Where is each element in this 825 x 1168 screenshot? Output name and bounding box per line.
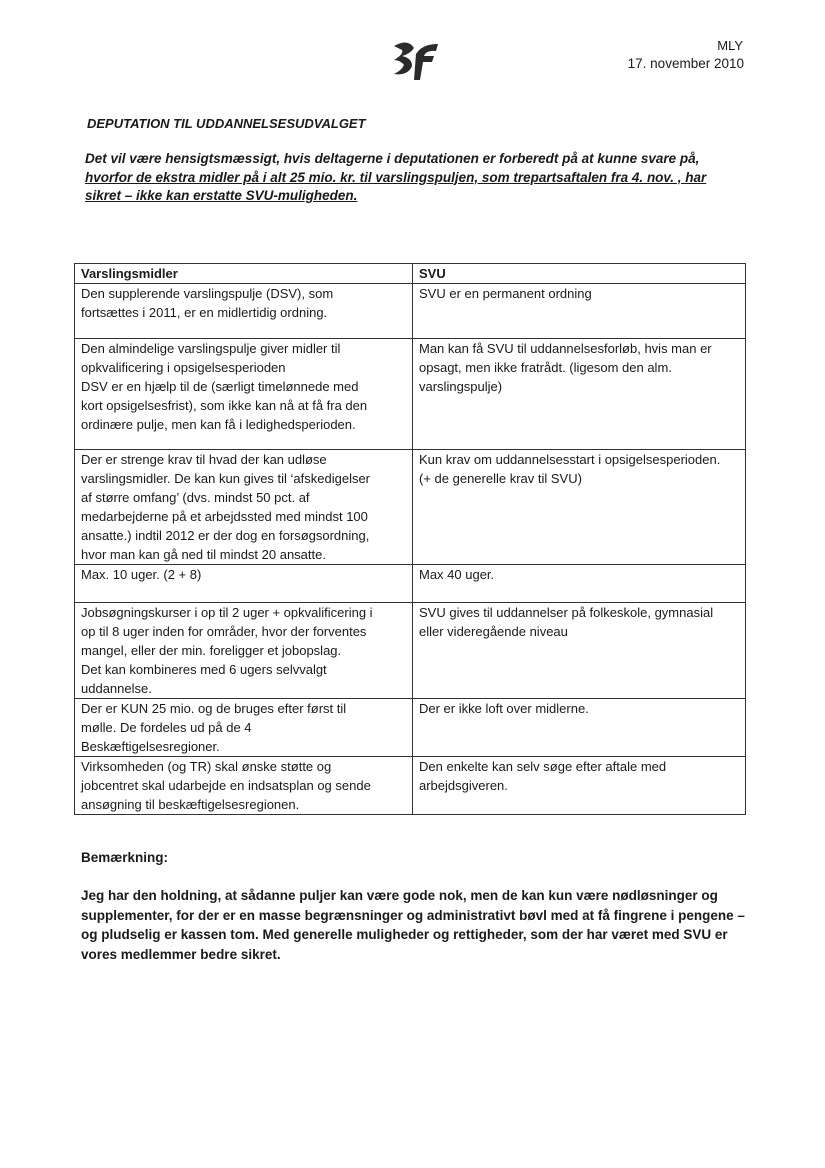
cell-line: ansøgning til beskæftigelsesregionen. bbox=[81, 797, 300, 812]
cell-line: Kun krav om uddannelsesstart i opsigelsesperioden. bbox=[419, 452, 721, 467]
cell-line: Der er strenge krav til hvad der kan udløse bbox=[81, 452, 327, 467]
table-row bbox=[75, 699, 746, 757]
cell-line: Max 40 uger. bbox=[419, 567, 495, 582]
cell-line: Den supplerende varslingspulje (DSV), som bbox=[81, 286, 334, 301]
cell-line: SVU er en permanent ordning bbox=[419, 286, 592, 301]
table-row bbox=[75, 757, 746, 815]
cell-svu bbox=[413, 339, 746, 450]
cell-line: Der er KUN 25 mio. og de bruges efter først til bbox=[81, 701, 347, 716]
remark-line: supplementer, for der er en masse begrænsninger og administrativt bøvl med at få fingrene i pengene – bbox=[81, 907, 745, 923]
remark-line: og pludselig er kassen tom. Med generelle muligheder og rettigheder, som der har været med SVU er bbox=[81, 927, 728, 942]
cell-svu bbox=[413, 284, 746, 339]
cell-line: mangel, eller der min. foreligger et jobopslag. bbox=[81, 643, 342, 658]
cell-svu bbox=[413, 450, 746, 565]
cell-varslingsmidler bbox=[75, 450, 413, 565]
cell-varslingsmidler bbox=[75, 284, 413, 339]
cell-line: kort opsigelsesfrist), som ikke kan nå at få fra den bbox=[81, 398, 368, 413]
cell-line: Den almindelige varslingspulje giver midler til bbox=[81, 341, 341, 356]
cell-svu bbox=[413, 603, 746, 699]
cell-line: Det kan kombineres med 6 ugers selvvalgt bbox=[81, 662, 327, 677]
remark-title: Bemærkning: bbox=[81, 850, 169, 865]
table-row bbox=[75, 339, 746, 450]
cell-varslingsmidler bbox=[75, 339, 413, 450]
cell-line: Der er ikke loft over midlerne. bbox=[419, 701, 589, 716]
intro-underlined: hvorfor de ekstra midler på i alt 25 mio. kr. til varslingspuljen, som trepartsaftalen fra 4. nov. , har sikret – ikke kan erstatte SVU-muligheden. bbox=[85, 169, 707, 203]
cell-line: mølle. De fordeles ud på de 4 bbox=[81, 720, 252, 735]
cell-line: (+ de generelle krav til SVU) bbox=[419, 471, 582, 486]
cell-svu bbox=[413, 757, 746, 815]
table-header-row bbox=[75, 264, 746, 284]
header-svu: SVU bbox=[413, 264, 746, 284]
table-row bbox=[75, 450, 746, 565]
cell-line: opkvalificering i opsigelsesperioden bbox=[81, 360, 286, 375]
cell-line: DSV er en hjælp til de (særligt timelønnede med bbox=[81, 379, 359, 394]
cell-line: eller videregående niveau bbox=[419, 624, 568, 639]
cell-line: Jobsøgningskurser i op til 2 uger + opkvalificering i bbox=[81, 605, 373, 620]
cell-svu bbox=[413, 699, 746, 757]
cell-line: af større omfang’ (dvs. mindst 50 pct. af bbox=[81, 490, 310, 505]
cell-line: uddannelse. bbox=[81, 681, 152, 696]
cell-line: Den enkelte kan selv søge efter aftale med bbox=[419, 759, 667, 774]
3f-logo bbox=[388, 40, 444, 82]
cell-varslingsmidler bbox=[75, 603, 413, 699]
cell-line: ordinære pulje, men kan få i ledighedsperioden. bbox=[81, 417, 356, 432]
remark-line: Jeg har den holdning, at sådanne puljer kan være gode nok, men de kan kun være nødløsninger og bbox=[81, 888, 718, 903]
cell-varslingsmidler bbox=[75, 699, 413, 757]
cell-varslingsmidler bbox=[75, 565, 413, 603]
header-varslingsmidler: Varslingsmidler bbox=[75, 264, 413, 284]
cell-line: Max. 10 uger. (2 + 8) bbox=[81, 567, 202, 582]
cell-line: SVU gives til uddannelser på folkeskole, gymnasial bbox=[419, 605, 714, 620]
remark-text bbox=[81, 886, 751, 964]
comparison-table bbox=[74, 263, 746, 815]
document-heading: DEPUTATION TIL UDDANNELSESUDVALGET bbox=[87, 116, 366, 131]
table-row bbox=[75, 284, 746, 339]
remark-line: vores medlemmer bedre sikret. bbox=[81, 946, 281, 962]
cell-line: medarbejderne på et arbejdssted med mindst 100 bbox=[81, 509, 368, 524]
table-row bbox=[75, 603, 746, 699]
cell-varslingsmidler bbox=[75, 757, 413, 815]
cell-line: opsagt, men ikke fratrådt. (ligesom den alm. bbox=[419, 360, 672, 375]
cell-line: op til 8 uger inden for områder, hvor der forventes bbox=[81, 624, 367, 639]
intro-plain: Det vil være hensigtsmæssigt, hvis deltagerne i deputationen er forberedt på at kunne svare på, bbox=[85, 151, 700, 166]
cell-svu bbox=[413, 565, 746, 603]
table-row bbox=[75, 565, 746, 603]
intro-paragraph bbox=[85, 150, 745, 206]
cell-line: Beskæftigelsesregioner. bbox=[81, 739, 220, 754]
cell-line: Man kan få SVU til uddannelsesforløb, hvis man er bbox=[419, 341, 712, 356]
cell-line: fortsættes i 2011, er en midlertidig ordning. bbox=[81, 305, 328, 320]
cell-line: arbejdsgiveren. bbox=[419, 778, 508, 793]
cell-line: ansatte.) indtil 2012 er der dog en forsøgsordning, bbox=[81, 528, 370, 543]
cell-line: varslingspulje) bbox=[419, 379, 503, 394]
cell-line: varslingsmidler. De kan kun gives til ‘afskedigelser bbox=[81, 471, 371, 486]
cell-line: jobcentret skal udarbejde en indsatsplan og sende bbox=[81, 778, 371, 793]
cell-line: Virksomheden (og TR) skal ønske støtte og bbox=[81, 759, 332, 774]
document-date: 17. november 2010 bbox=[627, 56, 744, 71]
author-initials: MLY bbox=[717, 38, 743, 53]
cell-line: hvor man kan gå ned til mindst 20 ansatte. bbox=[81, 547, 326, 562]
